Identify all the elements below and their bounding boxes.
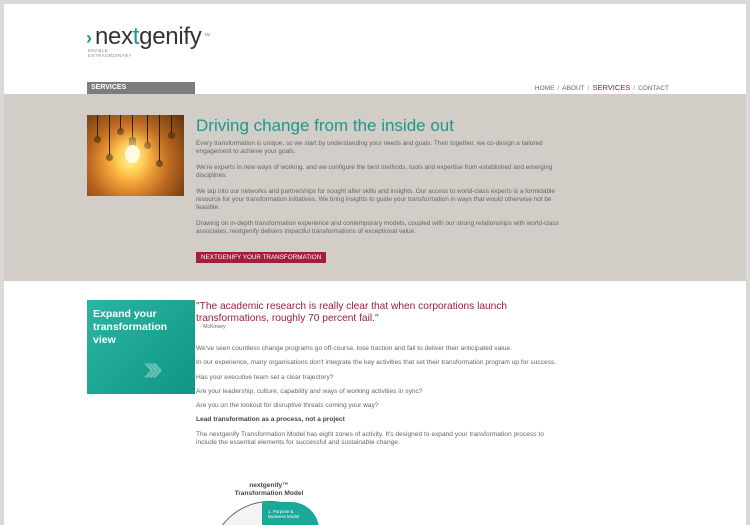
model-title: nextgenify™ Transformation Model: [234, 482, 304, 497]
body-paragraph: In our experience, many organisations don't integrate the key activities that set their transformation program up for success.: [196, 359, 557, 367]
body-subheading: Lead transformation as a process, not a project: [196, 416, 345, 424]
logo-wordmark: nextgenify ™: [95, 23, 211, 50]
expand-view-promo[interactable]: [87, 300, 195, 394]
chevron-right-icon: ›››: [143, 347, 155, 388]
hero-paragraph: We're experts in new ways of working, and we configure the best methods, tools and expertise from established and emerging disciplines.: [196, 163, 553, 180]
logo-tagline: ENABLE EXTRAORDINARY: [88, 48, 132, 58]
transformation-cta-button[interactable]: NEXTGENIFY YOUR TRANSFORMATION: [196, 252, 326, 263]
body-paragraph: Has your executive team set a clear trajectory?: [196, 373, 334, 381]
logo-chevron-icon: ›: [86, 28, 92, 48]
bulb-icon: [147, 115, 148, 143]
nav-services[interactable]: SERVICES: [592, 83, 631, 92]
promo-title: Expand your transformation view: [93, 308, 168, 346]
hero-text: [196, 140, 566, 244]
lightbulbs-image: [87, 115, 184, 196]
body-paragraph: Are your leadership, culture, capability and ways of working activities in sync?: [196, 387, 423, 395]
bulb-icon: [120, 115, 121, 129]
page: [4, 4, 746, 525]
body-paragraph: Are you on the lookout for disruptive threats coming your way?: [196, 402, 379, 410]
quote-source: - McKinsey: [200, 324, 226, 330]
hero-paragraph: Every transformation is unique, so we start by understanding your needs and goals. Then together, we co-design a tailored engagement to achieve your goals.: [196, 140, 543, 156]
hero-title: Driving change from the inside out: [196, 116, 454, 135]
nav-about[interactable]: ABOUT: [562, 85, 585, 92]
nav-home[interactable]: HOME: [534, 85, 555, 92]
hero-paragraph: We tap into our networks and partnerships for sought after skills and insights. Our access to world-class experts is a formidable resource for your transformation initiatives. We bring insights to guide your transformation in ways that would otherwise not be feasible.: [196, 187, 555, 212]
bulb-icon: [109, 115, 110, 155]
bulb-icon: [159, 115, 160, 161]
body-text: [196, 345, 566, 453]
nav-contact[interactable]: CONTACT: [638, 85, 669, 92]
top-nav: HOME / ABOUT / SERVICES / CONTACT: [534, 83, 669, 92]
section-tab: SERVICES: [87, 82, 195, 94]
bulb-cord: [132, 115, 133, 138]
bulb-icon: [97, 115, 98, 137]
lit-bulb-icon: [125, 145, 140, 163]
bulb-icon: [171, 115, 172, 133]
hero-paragraph: Drawing on in-depth transformation experience and contemporary models, coupled with our strong relationships with world-class associates, nextgenify delivers impactful transformations of exceptional value.: [196, 219, 559, 236]
mckinsey-quote: "The academic research is really clear that when corporations launch transformations, roughly 70 percent fail.": [196, 301, 508, 324]
body-paragraph: The nextgenify Transformation Model has eight zones of activity. It's designed to expand your transformation process to include the essential elements for successful and sustainable change.: [196, 430, 544, 447]
body-paragraph: We've seen countless change programs go off-course, lose traction and fail to deliver their anticipated value.: [196, 345, 512, 352]
model-segment-1[interactable]: 1. Purpose & Business Model: [262, 502, 319, 525]
hero-band: [4, 94, 746, 281]
